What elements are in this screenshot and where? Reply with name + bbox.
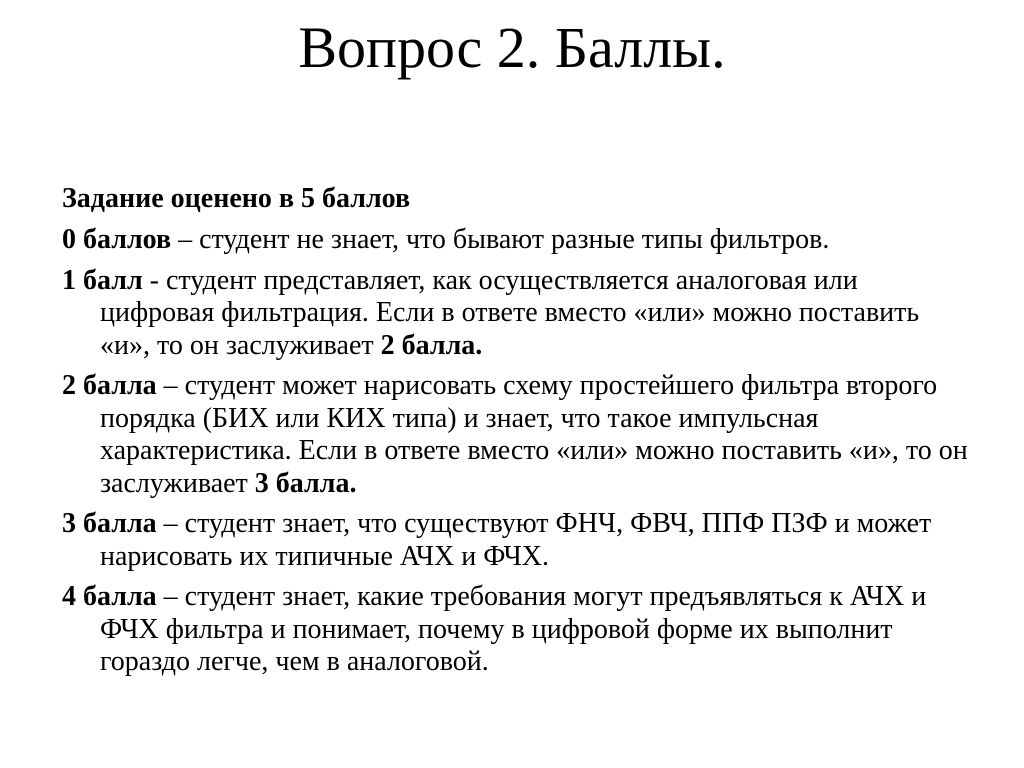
score-description: – студент знает, что существуют ФНЧ, ФВЧ, ППФ ПЗФ и может нарисовать их типичные АЧХ и ФЧХ. [100,508,932,572]
score-label: 1 балл [62,264,143,296]
score-item-4 [62,581,972,679]
score-item-1 [62,265,972,363]
score-item-3 [62,508,972,573]
score-description: – студент не знает, что бывают разные типы фильтров. [171,224,830,255]
score-item-0 [62,224,972,257]
score-label: 3 балла [62,508,157,539]
score-label: 0 баллов [62,224,172,255]
content-heading: Задание оценено в 5 баллов [62,183,411,214]
score-description: - студент представляет, как осуществляется аналоговая или цифровая фильтрация. Если в ответе вместо «или» можно поставить «и», то он заслуживает [100,264,920,361]
score-label: 2 балла [62,370,157,401]
score-description: – студент может нарисовать схему простейшего фильтра второго порядка (БИХ или КИХ типа) и знает, что такое импульсная характеристика. Если в ответе вместо «или» можно поставить «и», то он заслуживает [100,370,968,499]
score-upgrade-label: 3 балла. [254,467,357,499]
score-label: 4 балла [62,581,157,612]
slide-title: Вопрос 2. Баллы. [298,15,726,80]
slide-content [62,183,972,687]
score-description: – студент знает, какие требования могут предъявляться к АЧХ и ФЧХ фильтра и понимает, почему в цифровой форме их выполнит гораздо легче, чем в аналоговой. [100,581,927,677]
score-upgrade-label: 2 балла. [380,329,483,361]
score-item-2 [62,370,972,500]
